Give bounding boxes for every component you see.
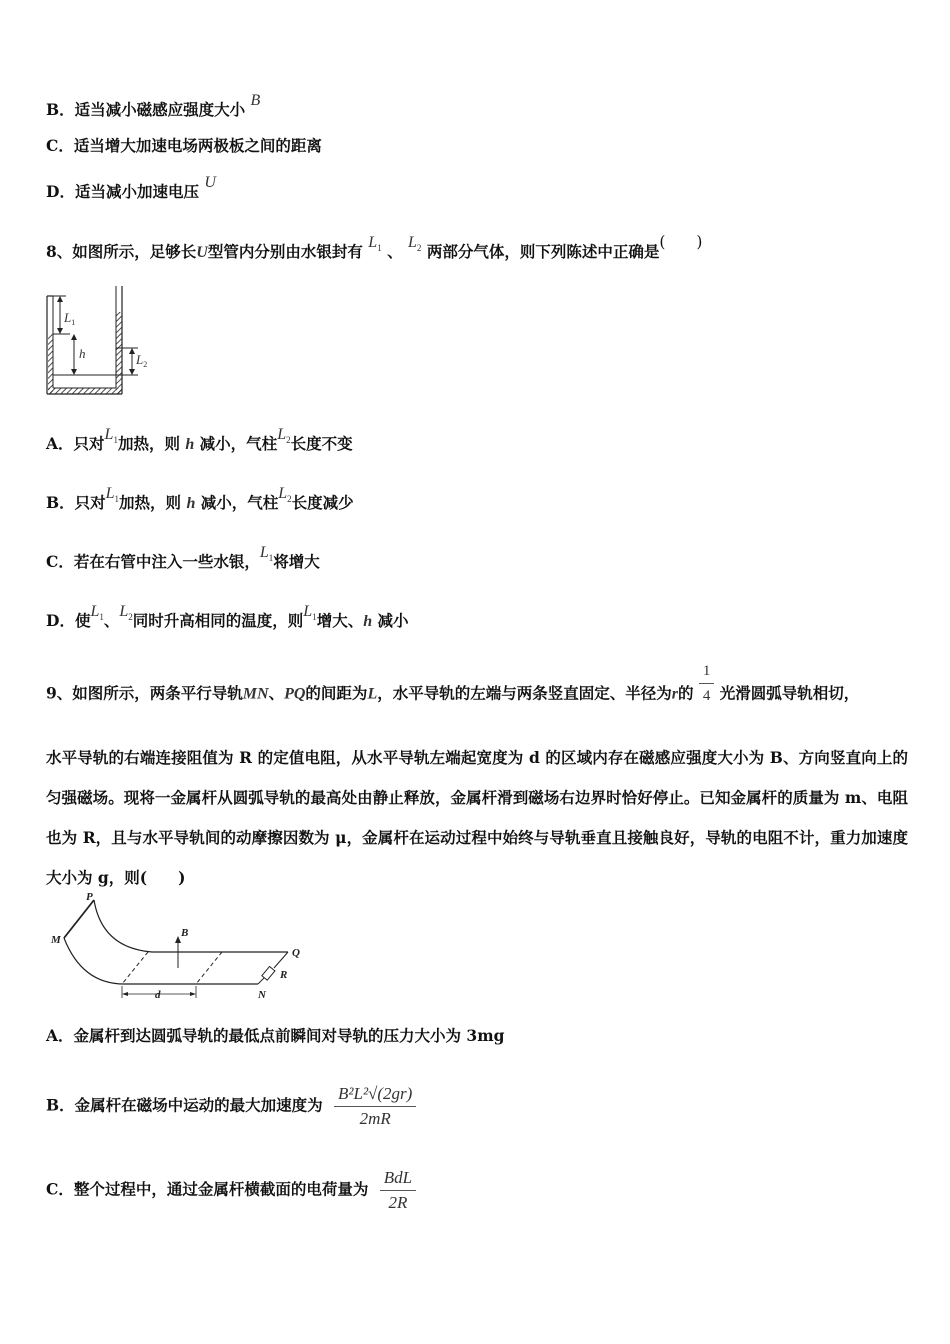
q9-stem-line1: 9、如图所示，两条平行导轨MN、PQ的间距为L，水平导轨的左端与两条竖直固定、半径为r的 $\frac{1}{4}$ 光滑圆弧导轨相切， [46, 663, 860, 704]
q7-option-b: B．适当减小磁感应强度大小 B [46, 92, 261, 119]
label-l1: $L_1$ [64, 310, 76, 327]
label-m: M [51, 934, 61, 946]
fraction-charge: $\frac{\text{BdL}}{2R}$ [380, 1168, 416, 1213]
q8-option-d: D．使$L_1$、$L_2$同时升高相同的温度，则$L_1$增大、h 减小 [46, 603, 409, 630]
fraction-quarter: $\frac{1}{4}$ [699, 661, 715, 706]
u-tube-figure [40, 284, 160, 400]
q8-option-b: B．只对$L_1$加热，则 h 减小，气柱$L_2$长度减少 [46, 485, 354, 512]
label-r: R [280, 969, 288, 981]
q9-option-a: A．金属杆到达圆弧导轨的最低点前瞬间对导轨的压力大小为 3mg [46, 1026, 505, 1045]
q8-option-c: C．若在右管中注入一些水银，$L_1$将增大 [46, 544, 320, 571]
q9-stem-paragraph: 水平导轨的右端连接阻值为 R 的定值电阻，从水平导轨左端起宽度为 d 的区域内存在磁感应强度大小为 B、方向竖直向上的匀强磁场。现将一金属杆从圆弧导轨的最高处由静止释放，金属杆滑到磁场右边界时恰好停止。已知金属杆的质量为 m、电阻也为 R，且与水平导轨间的动摩擦因数为 μ，金属杆在运动过程中始终与导轨垂直且接触良好，导轨的电阻不计，重力加速度大小为 g，则( ) [46, 748, 908, 887]
fraction-max-acceleration: $\frac{\text{B²L²√(2gr)}}{2mR}$ [334, 1084, 416, 1129]
q9-option-c: C．整个过程中，通过金属杆横截面的电荷量为 $\frac{\text{BdL}}{2R}$ [46, 1168, 416, 1213]
var-b: B [250, 92, 261, 109]
q7-option-c: C．适当增大加速电场两极板之间的距离 [46, 136, 322, 155]
label-p: P [86, 891, 93, 903]
mercury-right [116, 312, 122, 394]
q7-option-d: D．适当减小加速电压 U [46, 174, 216, 201]
var-u: U [204, 174, 216, 191]
label-q: Q [292, 947, 300, 959]
mercury-bottom [48, 388, 122, 394]
label-d: d [155, 989, 161, 1001]
q8-stem: 8、如图所示，足够长U型管内分别由水银封有 $L_1$ 、 $L_2$ 两部分气体，则下列陈述中正确是( ) [46, 233, 703, 261]
rail-figure [44, 888, 314, 1008]
q8-option-a: A．只对$L_1$加热，则 h 减小，气柱$L_2$长度不变 [46, 426, 353, 453]
mercury-left [48, 334, 53, 394]
q9-option-b: B．金属杆在磁场中运动的最大加速度为 $\frac{\text{B²L²√(2gr)}}{2mR}$ [46, 1084, 416, 1129]
label-l2: $L_2$ [136, 352, 148, 369]
label-h: h [79, 346, 86, 361]
label-n: N [258, 989, 266, 1001]
label-b: B [181, 927, 189, 939]
